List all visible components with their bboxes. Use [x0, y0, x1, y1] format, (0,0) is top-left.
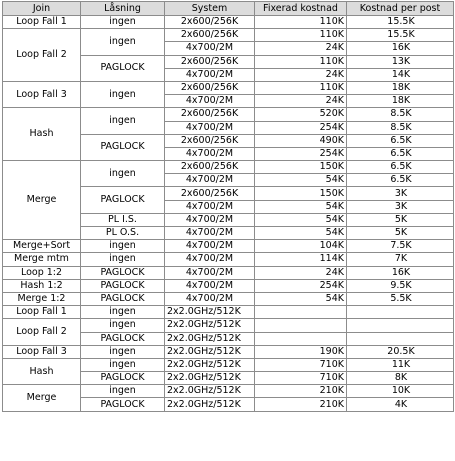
locking-cell: PAGLOCK	[81, 55, 165, 81]
join-cell: Hash 1:2	[3, 279, 81, 292]
locking-cell: PAGLOCK	[81, 134, 165, 160]
header-locking: Låsning	[81, 2, 165, 16]
system-cell: 2x2.0GHz/512K	[165, 385, 255, 398]
fixed-cost-cell: 110K	[255, 29, 347, 42]
cost-per-post-cell: 5.5K	[347, 292, 454, 305]
cost-per-post-cell	[347, 319, 454, 332]
table-row	[3, 108, 454, 121]
fixed-cost-cell: 110K	[255, 81, 347, 94]
cost-per-post-cell: 18K	[347, 81, 454, 94]
cost-per-post-cell: 6.5K	[347, 134, 454, 147]
system-cell: 2x600/256K	[165, 108, 255, 121]
table-row	[3, 240, 454, 253]
join-cell: Hash	[3, 358, 81, 384]
fixed-cost-cell	[255, 306, 347, 319]
cost-per-post-cell: 6.5K	[347, 161, 454, 174]
cost-per-post-cell: 3K	[347, 187, 454, 200]
system-cell: 4x700/2M	[165, 121, 255, 134]
cost-per-post-cell: 7K	[347, 253, 454, 266]
fixed-cost-cell	[255, 332, 347, 345]
system-cell: 4x700/2M	[165, 42, 255, 55]
table-row	[3, 161, 454, 174]
cost-per-post-cell: 4K	[347, 398, 454, 411]
join-cell: Loop Fall 3	[3, 81, 81, 107]
fixed-cost-cell: 110K	[255, 55, 347, 68]
system-cell: 4x700/2M	[165, 266, 255, 279]
locking-cell: PL I.S.	[81, 213, 165, 226]
fixed-cost-cell: 54K	[255, 213, 347, 226]
locking-cell: ingen	[81, 385, 165, 398]
system-cell: 4x700/2M	[165, 227, 255, 240]
locking-cell: PAGLOCK	[81, 398, 165, 411]
join-cell: Loop Fall 3	[3, 345, 81, 358]
cost-per-post-cell	[347, 332, 454, 345]
join-cell: Merge	[3, 385, 81, 411]
locking-cell: PAGLOCK	[81, 279, 165, 292]
table-row	[3, 306, 454, 319]
table-row	[3, 345, 454, 358]
join-cell: Loop Fall 2	[3, 319, 81, 345]
table-row	[3, 358, 454, 371]
header-system: System	[165, 2, 255, 16]
system-cell: 4x700/2M	[165, 240, 255, 253]
locking-cell: ingen	[81, 358, 165, 371]
cost-per-post-cell: 6.5K	[347, 174, 454, 187]
cost-per-post-cell: 13K	[347, 55, 454, 68]
system-cell: 2x600/256K	[165, 55, 255, 68]
system-cell: 4x700/2M	[165, 95, 255, 108]
fixed-cost-cell: 110K	[255, 16, 347, 29]
locking-cell: ingen	[81, 240, 165, 253]
fixed-cost-cell: 24K	[255, 68, 347, 81]
table-row	[3, 81, 454, 94]
fixed-cost-cell: 490K	[255, 134, 347, 147]
cost-per-post-cell: 8.5K	[347, 108, 454, 121]
fixed-cost-cell: 54K	[255, 227, 347, 240]
system-cell: 2x2.0GHz/512K	[165, 372, 255, 385]
cost-per-post-cell: 15.5K	[347, 29, 454, 42]
join-cell: Hash	[3, 108, 81, 161]
join-cell: Merge+Sort	[3, 240, 81, 253]
fixed-cost-cell: 210K	[255, 385, 347, 398]
locking-cell: PL O.S.	[81, 227, 165, 240]
cost-per-post-cell: 7.5K	[347, 240, 454, 253]
join-cell: Merge mtm	[3, 253, 81, 266]
locking-cell: PAGLOCK	[81, 292, 165, 305]
system-cell: 4x700/2M	[165, 200, 255, 213]
header-fixed-cost: Fixerad kostnad	[255, 2, 347, 16]
locking-cell: ingen	[81, 253, 165, 266]
table-row	[3, 29, 454, 42]
table-row	[3, 16, 454, 29]
fixed-cost-cell: 190K	[255, 345, 347, 358]
fixed-cost-cell: 24K	[255, 266, 347, 279]
system-cell: 2x600/256K	[165, 134, 255, 147]
locking-cell: ingen	[81, 161, 165, 187]
cost-per-post-cell: 3K	[347, 200, 454, 213]
system-cell: 2x600/256K	[165, 187, 255, 200]
join-cell: Loop Fall 1	[3, 306, 81, 319]
fixed-cost-cell: 114K	[255, 253, 347, 266]
header-join: Join	[3, 2, 81, 16]
fixed-cost-cell: 104K	[255, 240, 347, 253]
cost-per-post-cell: 5K	[347, 227, 454, 240]
system-cell: 4x700/2M	[165, 147, 255, 160]
table-row	[3, 319, 454, 332]
system-cell: 4x700/2M	[165, 213, 255, 226]
system-cell: 4x700/2M	[165, 279, 255, 292]
system-cell: 4x700/2M	[165, 253, 255, 266]
fixed-cost-cell: 150K	[255, 187, 347, 200]
header-row	[3, 2, 454, 16]
join-cell: Merge	[3, 161, 81, 240]
locking-cell: ingen	[81, 16, 165, 29]
fixed-cost-cell: 24K	[255, 95, 347, 108]
fixed-cost-cell: 150K	[255, 161, 347, 174]
locking-cell: ingen	[81, 29, 165, 55]
fixed-cost-cell: 520K	[255, 108, 347, 121]
cost-per-post-cell: 8.5K	[347, 121, 454, 134]
cost-per-post-cell: 15.5K	[347, 16, 454, 29]
table-body	[3, 16, 454, 412]
table-row	[3, 266, 454, 279]
fixed-cost-cell: 24K	[255, 42, 347, 55]
join-cell: Loop Fall 1	[3, 16, 81, 29]
system-cell: 2x2.0GHz/512K	[165, 398, 255, 411]
cost-per-post-cell: 16K	[347, 266, 454, 279]
locking-cell: PAGLOCK	[81, 187, 165, 213]
fixed-cost-cell	[255, 319, 347, 332]
locking-cell: ingen	[81, 306, 165, 319]
fixed-cost-cell: 254K	[255, 147, 347, 160]
locking-cell: ingen	[81, 81, 165, 107]
locking-cell: ingen	[81, 108, 165, 134]
cost-per-post-cell: 16K	[347, 42, 454, 55]
system-cell: 2x600/256K	[165, 81, 255, 94]
cost-per-post-cell: 8K	[347, 372, 454, 385]
locking-cell: PAGLOCK	[81, 332, 165, 345]
table-row	[3, 385, 454, 398]
cost-per-post-cell: 14K	[347, 68, 454, 81]
cost-per-post-cell: 5K	[347, 213, 454, 226]
system-cell: 4x700/2M	[165, 292, 255, 305]
cost-per-post-cell: 10K	[347, 385, 454, 398]
join-cost-table	[2, 1, 454, 412]
cost-per-post-cell: 20.5K	[347, 345, 454, 358]
fixed-cost-cell: 54K	[255, 200, 347, 213]
system-cell: 2x600/256K	[165, 29, 255, 42]
cost-per-post-cell	[347, 306, 454, 319]
join-cell: Loop 1:2	[3, 266, 81, 279]
system-cell: 2x2.0GHz/512K	[165, 332, 255, 345]
locking-cell: PAGLOCK	[81, 372, 165, 385]
cost-per-post-cell: 11K	[347, 358, 454, 371]
system-cell: 2x600/256K	[165, 16, 255, 29]
fixed-cost-cell: 254K	[255, 121, 347, 134]
system-cell: 2x600/256K	[165, 161, 255, 174]
fixed-cost-cell: 210K	[255, 398, 347, 411]
cost-per-post-cell: 9.5K	[347, 279, 454, 292]
header-cost-per-post: Kostnad per post	[347, 2, 454, 16]
fixed-cost-cell: 54K	[255, 292, 347, 305]
system-cell: 2x2.0GHz/512K	[165, 306, 255, 319]
fixed-cost-cell: 710K	[255, 358, 347, 371]
join-cell: Merge 1:2	[3, 292, 81, 305]
table-row	[3, 253, 454, 266]
cost-per-post-cell: 18K	[347, 95, 454, 108]
locking-cell: ingen	[81, 319, 165, 332]
fixed-cost-cell: 254K	[255, 279, 347, 292]
locking-cell: PAGLOCK	[81, 266, 165, 279]
join-cell: Loop Fall 2	[3, 29, 81, 82]
system-cell: 2x2.0GHz/512K	[165, 319, 255, 332]
table-row	[3, 279, 454, 292]
system-cell: 2x2.0GHz/512K	[165, 345, 255, 358]
system-cell: 2x2.0GHz/512K	[165, 358, 255, 371]
table-row	[3, 292, 454, 305]
system-cell: 4x700/2M	[165, 174, 255, 187]
fixed-cost-cell: 54K	[255, 174, 347, 187]
locking-cell: ingen	[81, 345, 165, 358]
system-cell: 4x700/2M	[165, 68, 255, 81]
cost-per-post-cell: 6.5K	[347, 147, 454, 160]
fixed-cost-cell: 710K	[255, 372, 347, 385]
